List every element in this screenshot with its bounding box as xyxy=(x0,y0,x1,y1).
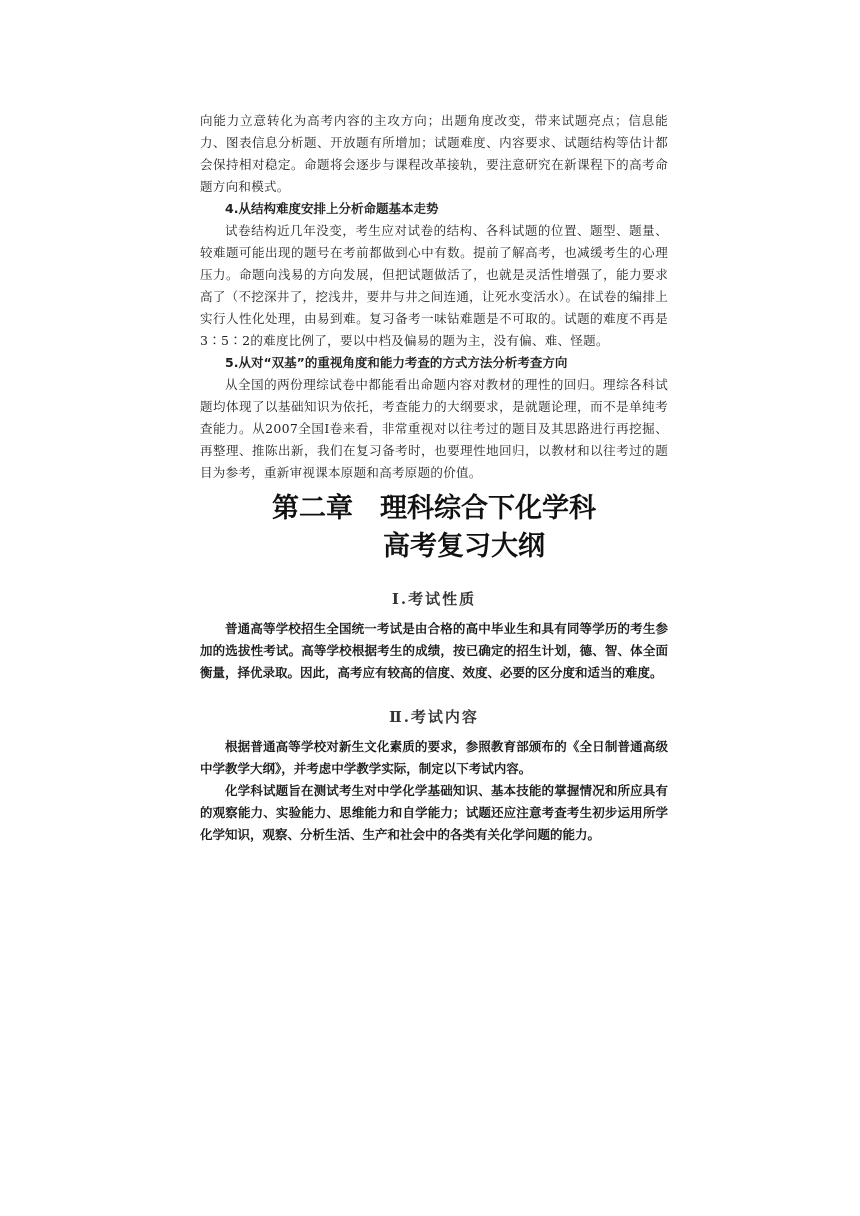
part-1-paragraph: 普通高等学校招生全国统一考试是由合格的高中毕业生和具有同等学历的考生参加的选拔性考试。高等学校根据考生的成绩，按已确定的招生计划，德、智、体全面衡量，择优录取。因此，高考应有较高的信度、效度、必要的区分度和适当的难度。 xyxy=(200,621,668,680)
part-2-paragraph-2: 化学科试题旨在测试考生对中学化学基础知识、基本技能的掌握情况和所应具有的观察能力、实验能力、思维能力和自学能力；试题还应注意考查考生初步运用所学化学知识，观察、分析生活、生产和社会中的各类有关化学问题的能力。 xyxy=(200,783,668,842)
part-1-title: Ⅰ.考试性质 xyxy=(391,590,477,608)
chapter-title xyxy=(200,490,668,566)
chapter-title-line-2: 高考复习大纲 xyxy=(383,531,545,562)
intro-paragraph: 向能力立意转化为高考内容的主攻方向；出题角度改变，带来试题亮点；信息能力、图表信息分析题、开放题有所增加；试题难度、内容要求、试题结构等估计都会保持相对稳定。命题将会逐步与课程改革接轨，要注意研究在新课程下的高考命题方向和模式。 xyxy=(200,113,668,194)
document-page xyxy=(200,110,668,846)
section-5-heading: 5.从对“双基”的重视角度和能力考查的方式方法分析考查方向 xyxy=(225,355,568,370)
section-5-paragraph: 从全国的两份理综试卷中都能看出命题内容对教材的理性的回归。理综各科试题均体现了以基础知识为依托，考查能力的大纲要求，是就题论理，而不是单纯考查能力。从2007全国Ⅰ卷来看，非常重视对以往考过的题目及其思路进行再挖掘、再整理、推陈出新，我们在复习备考时，也要理性地回归，以教材和以往考过的题目为参考，重新审视课本原题和高考原题的价值。 xyxy=(200,377,668,480)
section-4-heading: 4.从结构难度安排上分析命题基本走势 xyxy=(225,201,439,216)
section-4-paragraph: 试卷结构近几年没变，考生应对试卷的结构、各科试题的位置、题型、题量、较难题可能出现的题号在考前都做到心中有数。提前了解高考，也减缓考生的心理压力。命题向浅易的方向发展，但把试题做活了，也就是灵活性增强了，能力要求高了（不挖深井了，挖浅井，要井与井之间连通，让死水变活水）。在试卷的编排上实行人性化处理，由易到难。复习备考一味钻难题是不可取的。试题的难度不再是3∶5∶2的难度比例了，要以中档及偏易的题为主，没有偏、难、怪题。 xyxy=(200,223,668,348)
part-2-paragraph-1: 根据普通高等学校对新生文化素质的要求，参照教育部颁布的《全日制普通高级中学教学大纲》，并考虑中学教学实际，制定以下考试内容。 xyxy=(200,739,668,776)
chapter-title-line-1: 第二章 理科综合下化学科 xyxy=(272,493,596,524)
part-2-title: Ⅱ.考试内容 xyxy=(389,708,479,726)
